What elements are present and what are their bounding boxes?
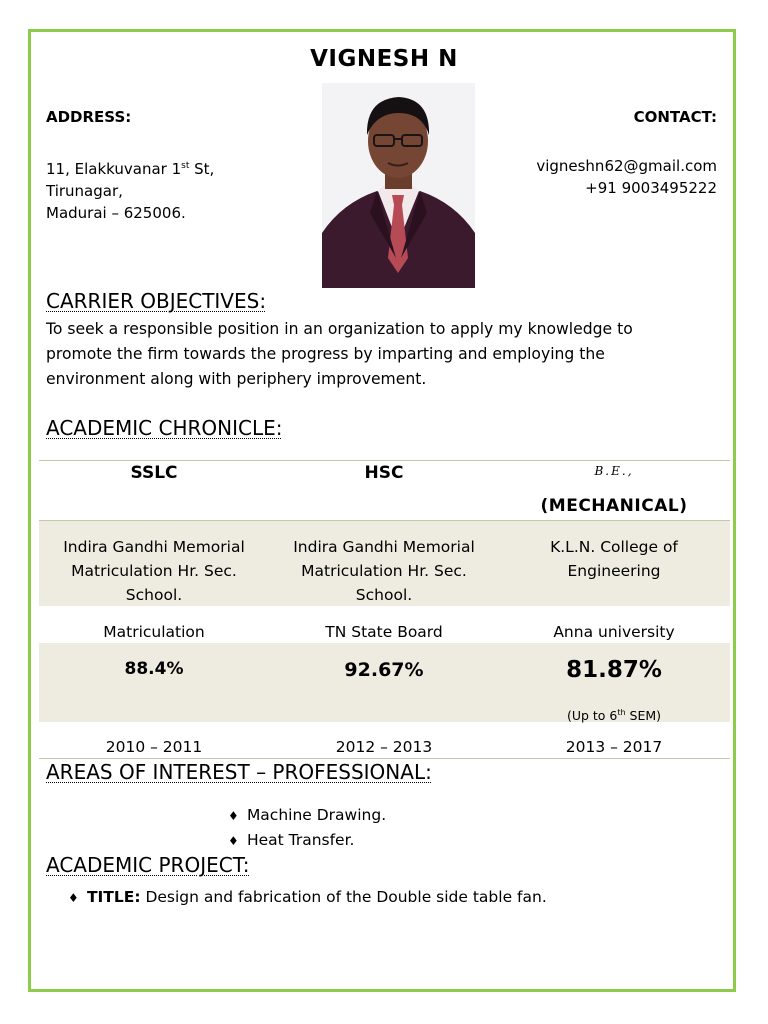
candidate-name: VIGNESH N	[310, 46, 458, 72]
project-item	[68, 885, 547, 910]
diamond-bullet-icon: ♦	[228, 834, 239, 848]
address-line-3: Madurai – 625006.	[46, 204, 186, 222]
table-header-sslc: SSLC	[130, 463, 178, 483]
list-item: ♦ Machine Drawing.	[228, 803, 386, 828]
objectives-heading: CARRIER OBJECTIVES:	[46, 289, 267, 313]
table-cell-school: Indira Gandhi Memorial Matriculation Hr. Sec. School.	[63, 538, 245, 604]
table-cell-score-note: (Up to 6th SEM)	[566, 708, 662, 724]
objectives-line-1: To seek a responsible position in an organization to apply my knowledge to	[46, 320, 633, 338]
table-cell-board: TN State Board	[325, 623, 443, 641]
diamond-bullet-icon: ♦	[68, 891, 79, 905]
table-cell-years: 2013 – 2017	[565, 738, 663, 756]
address-line-1: 11, Elakkuvanar 1st St,	[46, 160, 215, 178]
objectives-text	[46, 317, 726, 392]
contact-block	[417, 155, 717, 199]
table-cell-school: K.L.N. College of Engineering	[550, 538, 678, 580]
phone-number[interactable]: +91 9003495222	[585, 179, 717, 197]
objectives-line-2: promote the firm towards the progress by imparting and employing the	[46, 345, 605, 363]
table-header-be-branch: (MECHANICAL)	[540, 496, 688, 516]
address-line-2: Tirunagar,	[46, 182, 123, 200]
table-cell-score: 88.4%	[124, 659, 184, 679]
table-cell-score: 81.87%	[566, 657, 662, 683]
interests-heading: AREAS OF INTEREST – PROFESSIONAL:	[46, 760, 432, 784]
interests-list	[228, 803, 386, 853]
list-item: ♦ Heat Transfer.	[228, 828, 386, 853]
table-cell-board: Matriculation	[103, 623, 205, 641]
contact-label: CONTACT:	[633, 108, 717, 126]
project-heading: ACADEMIC PROJECT:	[46, 853, 250, 877]
project-title-label: TITLE:	[86, 888, 141, 906]
academic-heading: ACADEMIC CHRONICLE:	[46, 416, 283, 440]
diamond-bullet-icon: ♦	[228, 809, 239, 823]
table-cell-years: 2010 – 2011	[105, 738, 203, 756]
objectives-line-3: environment along with periphery improvement.	[46, 370, 427, 388]
table-cell-score: 92.67%	[344, 659, 424, 681]
address-block	[46, 155, 214, 224]
address-label: ADDRESS:	[46, 108, 132, 126]
table-rule	[39, 520, 730, 521]
project-title-text: Design and fabrication of the Double side table fan.	[140, 888, 547, 906]
table-cell-school: Indira Gandhi Memorial Matriculation Hr. Sec. School.	[293, 538, 475, 604]
table-header-be: B.E.,	[594, 464, 634, 478]
table-header-hsc: HSC	[364, 463, 404, 483]
table-cell-years: 2012 – 2013	[335, 738, 433, 756]
table-cell-board: Anna university	[553, 623, 675, 641]
email-address[interactable]: vigneshn62@gmail.com	[536, 157, 717, 175]
